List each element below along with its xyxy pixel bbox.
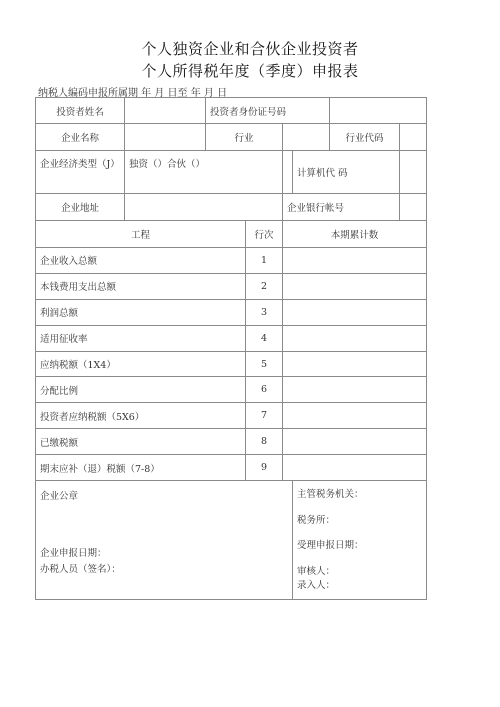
item-value-field[interactable] xyxy=(283,429,427,455)
table-row xyxy=(36,377,427,403)
computer-code-field[interactable] xyxy=(400,151,427,194)
item-row-number: 2 xyxy=(246,273,283,299)
table-row xyxy=(36,325,427,351)
form-title-line1: 个人独资企业和合伙企业投资者 xyxy=(141,40,359,58)
reviewer-label: 审核人： xyxy=(297,566,336,578)
item-row-number: 4 xyxy=(246,325,283,351)
item-label: 应纳税额（1X4） xyxy=(36,351,246,377)
handler-signature-label: 办税人员（签名）： xyxy=(40,564,121,576)
address-field[interactable] xyxy=(125,194,283,221)
taxpayer-period-line: 纳税人编码申报所属期 年 月 日至 年 月 日 xyxy=(38,88,228,99)
items-header-row: 行次 xyxy=(246,221,283,248)
item-row-number: 1 xyxy=(246,248,283,274)
table-row xyxy=(36,351,427,377)
econ-type-label: 企业经济类型（J） xyxy=(36,151,125,194)
item-value-field[interactable] xyxy=(283,455,427,481)
investor-name-label: 投资者姓名 xyxy=(36,98,125,124)
item-label: 已缴税额 xyxy=(36,429,246,455)
bank-account-label: 企业银行帐号 xyxy=(283,194,400,221)
company-name-field[interactable] xyxy=(125,124,206,151)
econ-blank xyxy=(283,151,293,194)
item-label: 适用征收率 xyxy=(36,325,246,351)
report-date-label: 企业申报日期： xyxy=(40,548,107,560)
tax-office-label: 税务所： xyxy=(297,515,336,527)
items-header-item: 工程 xyxy=(36,221,246,248)
investor-name-field[interactable] xyxy=(125,98,206,124)
item-row-number: 5 xyxy=(246,351,283,377)
items-header-cumulative: 本期累计数 xyxy=(283,221,427,248)
industry-code-label: 行业代码 xyxy=(330,124,400,151)
accept-date-label: 受理申报日期： xyxy=(297,540,364,552)
item-row-number: 8 xyxy=(246,429,283,455)
item-label: 本钱费用支出总额 xyxy=(36,273,246,299)
econ-type-options[interactable]: 独资（）合伙（） xyxy=(125,151,283,194)
item-value-field[interactable] xyxy=(283,248,427,274)
item-value-field[interactable] xyxy=(283,299,427,325)
bank-account-field[interactable] xyxy=(400,194,427,221)
table-row xyxy=(36,273,427,299)
investor-id-label: 投资者身份证号码 xyxy=(206,98,330,124)
table-row xyxy=(36,429,427,455)
investor-id-field[interactable] xyxy=(330,98,427,124)
item-label: 期末应补（退）税额（7-8） xyxy=(36,455,246,481)
company-seal-section xyxy=(36,481,293,600)
item-value-field[interactable] xyxy=(283,377,427,403)
item-label: 投资者应纳税额（5X6） xyxy=(36,403,246,429)
recorder-label: 录入人： xyxy=(297,580,336,592)
computer-code-label: 计算机代 码 xyxy=(293,151,400,194)
item-label: 利润总额 xyxy=(36,299,246,325)
company-name-label: 企业名称 xyxy=(36,124,125,151)
industry-code-field[interactable] xyxy=(400,124,427,151)
declaration-table xyxy=(35,97,427,600)
industry-field[interactable] xyxy=(283,124,330,151)
item-row-number: 3 xyxy=(246,299,283,325)
tax-authority-section xyxy=(293,481,427,600)
item-value-field[interactable] xyxy=(283,403,427,429)
industry-label: 行业 xyxy=(206,124,283,151)
item-label: 分配比例 xyxy=(36,377,246,403)
item-label: 企业收入总额 xyxy=(36,248,246,274)
tax-authority-label: 主管税务机关： xyxy=(297,489,364,501)
address-label: 企业地址 xyxy=(36,194,125,221)
item-row-number: 7 xyxy=(246,403,283,429)
item-value-field[interactable] xyxy=(283,273,427,299)
table-row xyxy=(36,299,427,325)
item-value-field[interactable] xyxy=(283,351,427,377)
table-row xyxy=(36,248,427,274)
table-row xyxy=(36,403,427,429)
item-value-field[interactable] xyxy=(283,325,427,351)
form-title-line2: 个人所得税年度（季度）申报表 xyxy=(141,62,359,80)
item-row-number: 6 xyxy=(246,377,283,403)
item-row-number: 9 xyxy=(246,455,283,481)
table-row xyxy=(36,455,427,481)
company-seal-label: 企业公章 xyxy=(40,491,79,503)
